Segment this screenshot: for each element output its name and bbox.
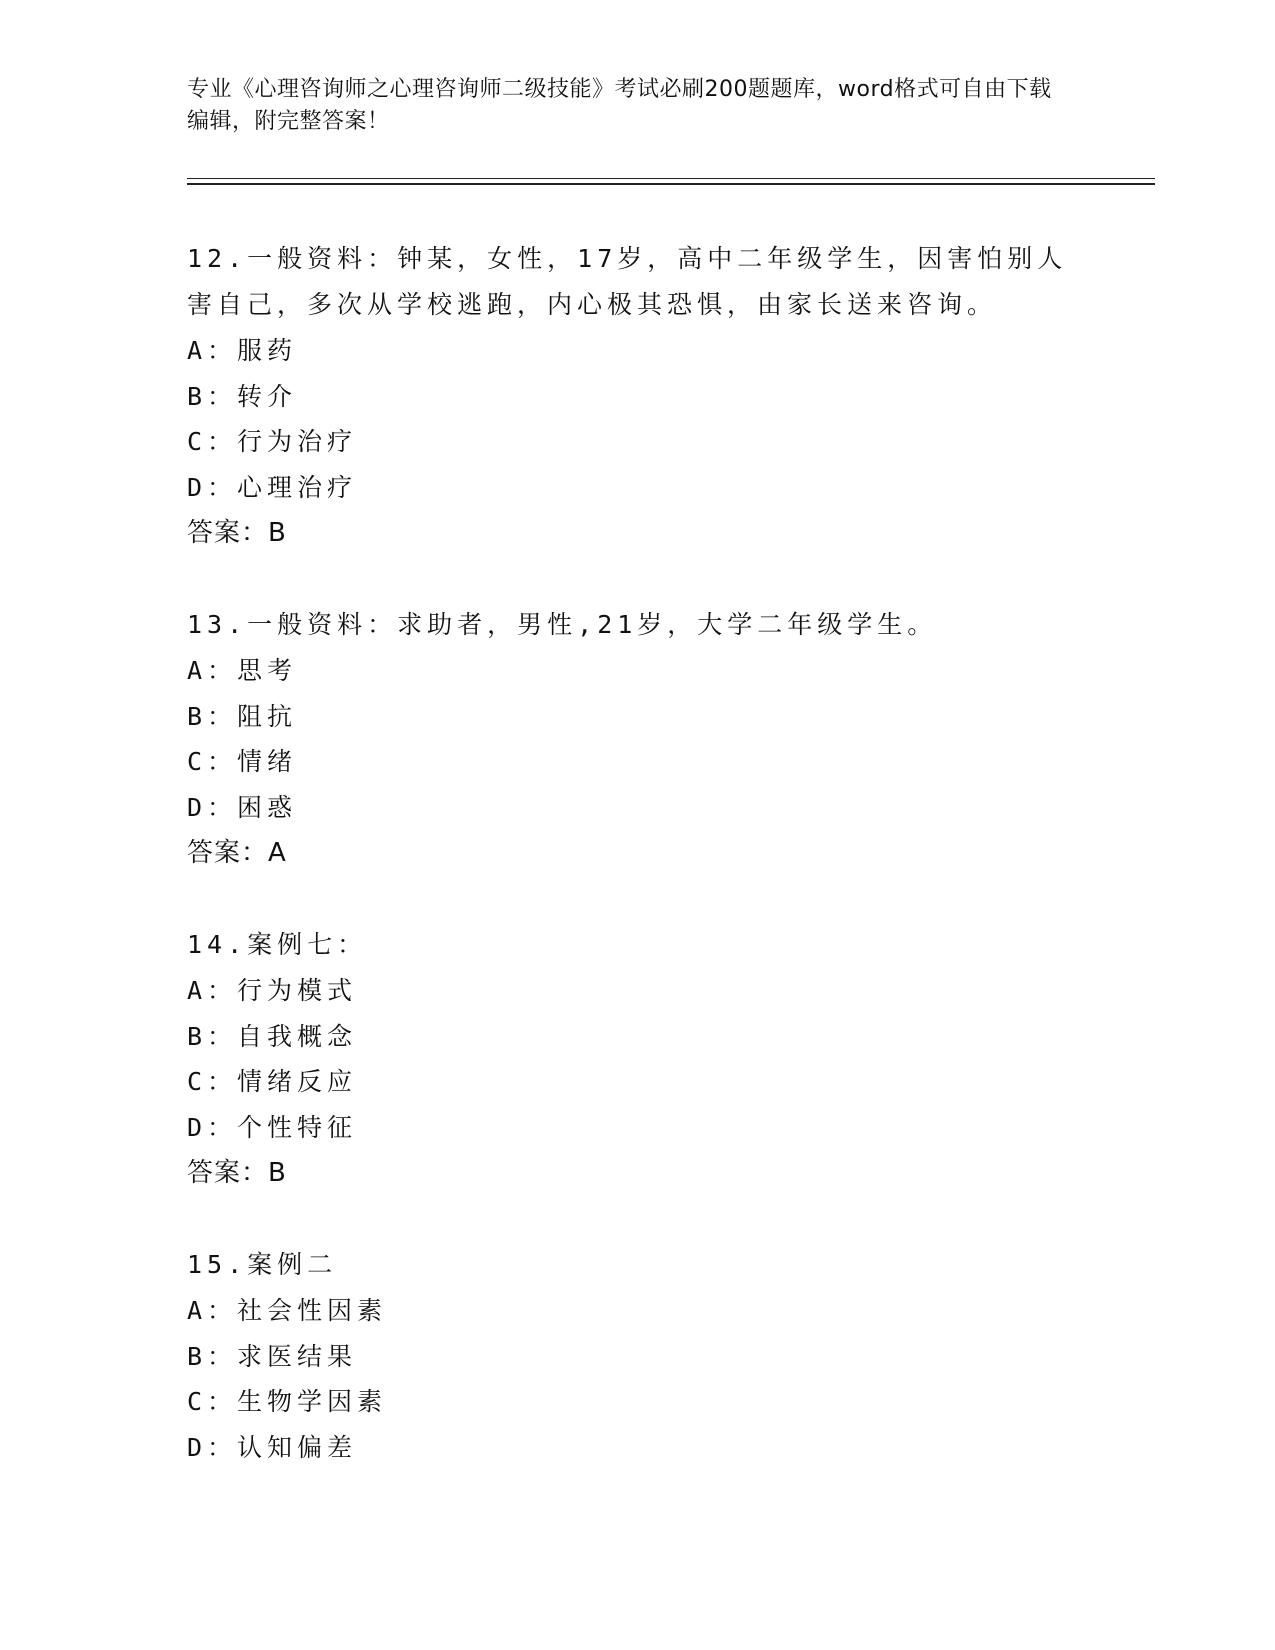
- option-c: C：情绪: [187, 747, 298, 776]
- question-title: 15.案例二: [187, 1250, 338, 1279]
- answer: 答案：B: [187, 518, 287, 548]
- question-title: 12.一般资料：钟某，女性，17岁，高中二年级学生，因害怕别人害自己，多次从学校逃跑，内心极其恐惧，由家长送来咨询。: [187, 244, 1068, 319]
- option-d: D：认知偏差: [187, 1432, 358, 1462]
- question-12: [187, 236, 1087, 556]
- option-a: A：思考: [187, 656, 298, 685]
- question-13: [187, 602, 1087, 876]
- option-b: B：自我概念: [187, 1021, 358, 1051]
- option-c: C：行为治疗: [187, 427, 358, 456]
- option-b: B：求医结果: [187, 1341, 358, 1371]
- option-a: A：服药: [187, 336, 298, 365]
- option-a: A：行为模式: [187, 976, 358, 1005]
- question-title: 13.一般资料：求助者，男性,21岁，大学二年级学生。: [187, 610, 938, 639]
- header-divider-top: [187, 178, 1155, 179]
- option-d: D：困惑: [187, 792, 298, 822]
- document-header: 专业《心理咨询师之心理咨询师二级技能》考试必刷200题题库，word格式可自由下载编辑，附完整答案！: [187, 77, 1052, 134]
- option-b: B：转介: [187, 381, 298, 411]
- option-c: C：生物学因素: [187, 1387, 388, 1416]
- option-a: A：社会性因素: [187, 1296, 388, 1325]
- option-d: D：个性特征: [187, 1112, 358, 1142]
- question-14: [187, 922, 1087, 1196]
- question-15: [187, 1242, 1087, 1470]
- option-d: D：心理治疗: [187, 472, 358, 502]
- answer: 答案：B: [187, 1158, 287, 1188]
- answer: 答案：A: [187, 838, 287, 868]
- question-title: 14.案例七：: [187, 930, 368, 959]
- option-c: C：情绪反应: [187, 1067, 358, 1096]
- option-b: B：阻抗: [187, 701, 298, 731]
- header-divider-bottom: [187, 183, 1155, 185]
- question-list: [187, 236, 1087, 1516]
